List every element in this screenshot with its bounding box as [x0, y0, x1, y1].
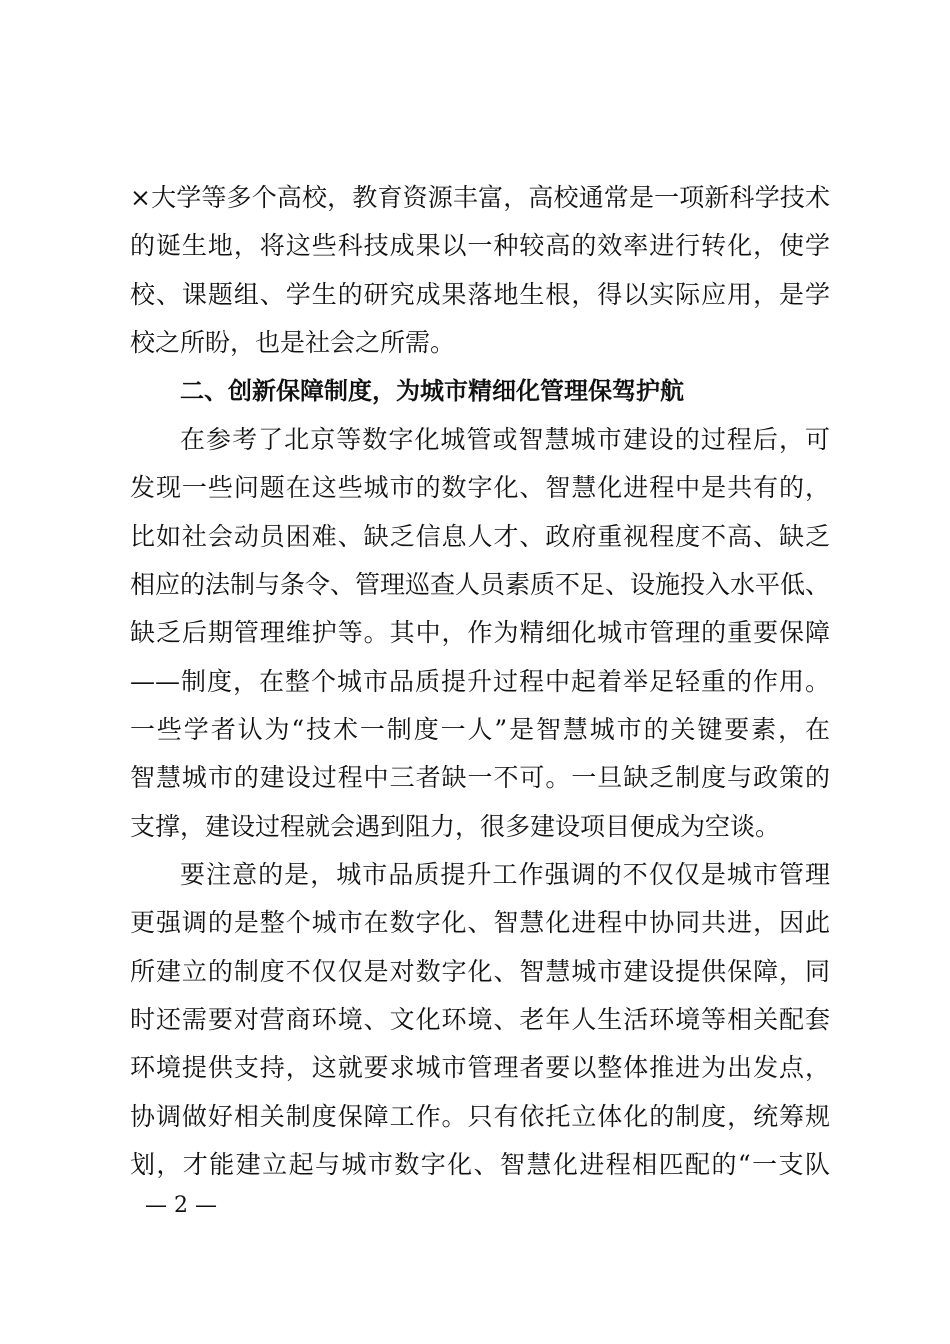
paragraph-3-line-6: 协调做好相关制度保障工作。只有依托立体化的制度，统筹规 [130, 1102, 830, 1131]
paragraph-2-line-5: 缺乏后期管理维护等。其中，作为精细化城市管理的重要保障 [130, 618, 830, 647]
paragraph-3-line-5: 环境提供支持，这就要求城市管理者要以整体推进为出发点， [130, 1053, 830, 1082]
paragraph-1-line-2: 的诞生地，将这些科技成果以一种较高的效率进行转化，使学 [130, 231, 830, 260]
paragraph-3-line-3: 所建立的制度不仅仅是对数字化、智慧城市建设提供保障，同 [130, 957, 830, 986]
paragraph-3-line-2: 更强调的是整个城市在数字化、智慧化进程中协同共进，因此 [130, 908, 830, 937]
paragraph-1-line-4: 校之所盼，也是社会之所需。 [130, 328, 456, 357]
paragraph-2-line-2: 发现一些问题在这些城市的数字化、智慧化进程中是共有的， [130, 473, 830, 502]
paragraph-2-line-7: 一些学者认为“技术一制度一人”是智慧城市的关键要素，在 [130, 715, 830, 744]
paragraph-1-line-1: ×大学等多个高校，教育资源丰富，高校通常是一项新科学技术 [130, 183, 830, 212]
paragraph-2-line-8: 智慧城市的建设过程中三者缺一不可。一旦缺乏制度与政策的 [130, 763, 830, 792]
paragraph-3-line-7: 划，才能建立起与城市数字化、智慧化进程相匹配的“一支队 [130, 1150, 830, 1179]
paragraph-2-line-1: 在参考了北京等数字化城管或智慧城市建设的过程后，可 [180, 425, 830, 454]
paragraph-3-line-1: 要注意的是，城市品质提升工作强调的不仅仅是城市管理 [180, 860, 830, 889]
paragraph-2-line-9: 支撑，建设过程就会遇到阻力，很多建设项目便成为空谈。 [130, 812, 781, 841]
paragraph-1-line-3: 校、课题组、学生的研究成果落地生根，得以实际应用，是学 [130, 280, 830, 309]
page-number: — 2 — [145, 1193, 217, 1218]
paragraph-2-line-3: 比如社会动员困难、缺乏信息人才、政府重视程度不高、缺乏 [130, 522, 830, 551]
paragraph-2-line-6: ——制度，在整个城市品质提升过程中起着举足轻重的作用。 [130, 667, 830, 696]
paragraph-3-line-4: 时还需要对营商环境、文化环境、老年人生活环境等相关配套 [130, 1005, 830, 1034]
section-heading: 二、创新保障制度，为城市精细化管理保驾护航 [180, 377, 684, 405]
paragraph-2-line-4: 相应的法制与条令、管理巡查人员素质不足、设施投入水平低、 [130, 570, 830, 599]
